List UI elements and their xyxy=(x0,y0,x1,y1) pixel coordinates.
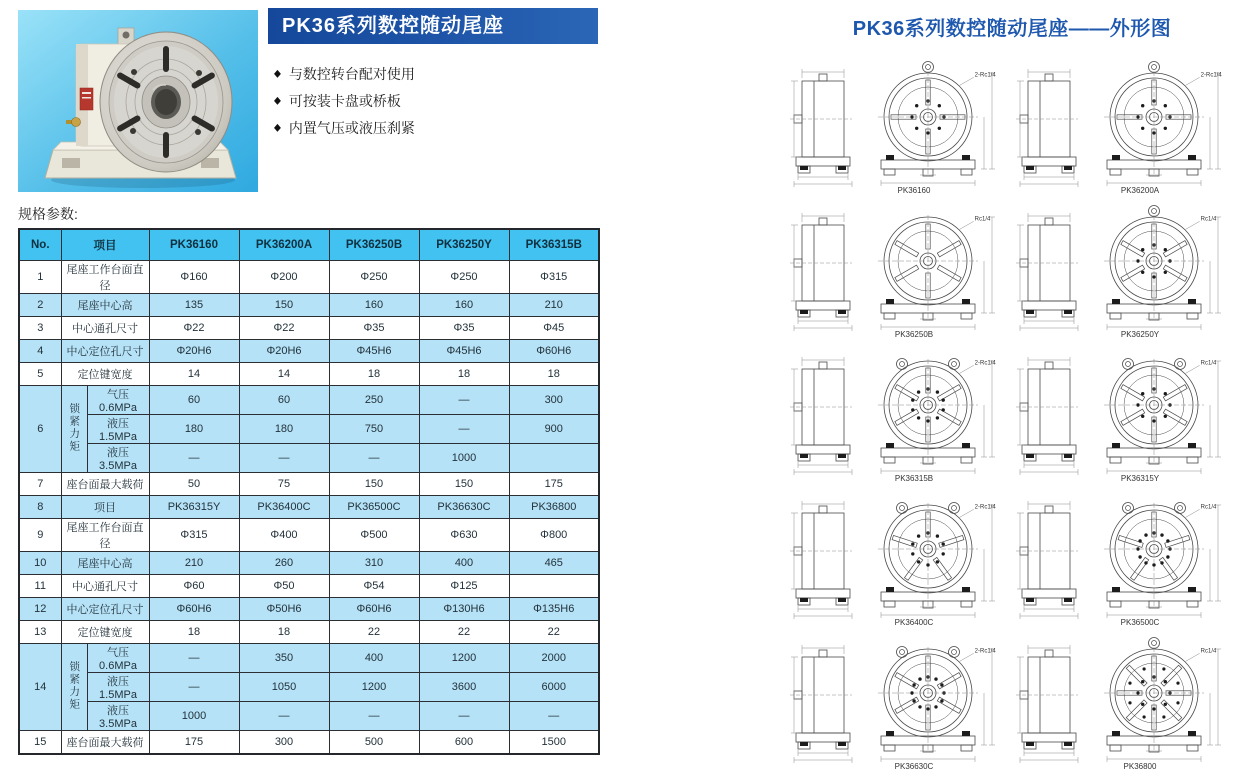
value-cell: 300 xyxy=(509,386,599,415)
outline-drawing-PK36250B xyxy=(786,197,1012,341)
row-label: 尾座工作台面直径 xyxy=(61,519,149,552)
table-row xyxy=(19,340,599,363)
svg-text:2-Rc1/4: 2-Rc1/4 xyxy=(974,360,996,367)
value-cell: 3600 xyxy=(419,673,509,702)
outline-drawing-PK36800 xyxy=(1012,629,1238,773)
value-cell: 18 xyxy=(329,363,419,386)
row-number: 11 xyxy=(19,575,61,598)
value-cell: Φ22 xyxy=(149,317,239,340)
value-cell: — xyxy=(419,386,509,415)
table-row xyxy=(19,317,599,340)
feature-item xyxy=(274,114,415,141)
column-header: PK36160 xyxy=(149,229,239,261)
value-cell: 210 xyxy=(509,294,599,317)
column-header: No. xyxy=(19,229,61,261)
value-cell: — xyxy=(149,644,239,673)
outline-drawings-grid xyxy=(786,53,1238,773)
value-cell: 22 xyxy=(329,621,419,644)
row-number: 8 xyxy=(19,496,61,519)
row-number: 12 xyxy=(19,598,61,621)
row-number: 1 xyxy=(19,261,61,294)
value-cell: Φ54 xyxy=(329,575,419,598)
drawing-row xyxy=(786,197,1238,341)
outline-drawing-PK36250Y xyxy=(1012,197,1238,341)
value-cell: Φ20H6 xyxy=(149,340,239,363)
sub-row-label: 液压1.5MPa xyxy=(87,415,149,444)
row-number: 13 xyxy=(19,621,61,644)
row-number: 10 xyxy=(19,552,61,575)
value-cell: Φ45H6 xyxy=(419,340,509,363)
value-cell: Φ60H6 xyxy=(509,340,599,363)
sub-row-label: 液压3.5MPa xyxy=(87,444,149,473)
value-cell: 6000 xyxy=(509,673,599,702)
feature-list xyxy=(274,60,415,141)
table-row xyxy=(19,575,599,598)
diamond-bullet-icon: ◆ xyxy=(274,121,281,133)
value-cell: 250 xyxy=(329,386,419,415)
value-cell: PK36400C xyxy=(239,496,329,519)
value-cell: — xyxy=(419,415,509,444)
drawing-cell xyxy=(1012,485,1238,629)
svg-text:PK36250B: PK36250B xyxy=(894,330,934,339)
drawing-cell xyxy=(786,341,1012,485)
value-cell: 75 xyxy=(239,473,329,496)
row-label: 座台面最大载荷 xyxy=(61,731,149,755)
svg-text:PK36250Y: PK36250Y xyxy=(1120,330,1160,339)
value-cell: 175 xyxy=(509,473,599,496)
value-cell: Φ130H6 xyxy=(419,598,509,621)
drawing-cell xyxy=(786,197,1012,341)
row-number: 6 xyxy=(19,386,61,473)
svg-text:PK36315B: PK36315B xyxy=(894,474,934,483)
value-cell: Φ250 xyxy=(419,261,509,294)
value-cell: 300 xyxy=(239,731,329,755)
column-header: 项目 xyxy=(61,229,149,261)
svg-text:2-Rc1/4: 2-Rc1/4 xyxy=(974,648,996,655)
value-cell: Φ60H6 xyxy=(329,598,419,621)
svg-text:Rc1/4: Rc1/4 xyxy=(1200,504,1217,511)
row-label: 尾座工作台面直径 xyxy=(61,261,149,294)
drawing-cell xyxy=(786,485,1012,629)
value-cell: 150 xyxy=(239,294,329,317)
value-cell: 60 xyxy=(239,386,329,415)
table-row xyxy=(19,621,599,644)
value-cell: 22 xyxy=(509,621,599,644)
value-cell: — xyxy=(149,673,239,702)
row-label: 尾座中心高 xyxy=(61,294,149,317)
outline-drawing-PK36500C xyxy=(1012,485,1238,629)
spec-heading: 规格参数: xyxy=(18,206,78,222)
value-cell: 50 xyxy=(149,473,239,496)
value-cell: Φ35 xyxy=(419,317,509,340)
value-cell: 1000 xyxy=(149,702,239,731)
value-cell: 60 xyxy=(149,386,239,415)
row-number: 3 xyxy=(19,317,61,340)
svg-text:2-Rc1/4: 2-Rc1/4 xyxy=(974,72,996,79)
outline-drawing-PK36315Y xyxy=(1012,341,1238,485)
value-cell: Φ60H6 xyxy=(149,598,239,621)
product-title: PK36系列数控随动尾座 xyxy=(282,15,505,37)
value-cell: Φ125 xyxy=(419,575,509,598)
value-cell: — xyxy=(329,702,419,731)
row-label: 中心定位孔尺寸 xyxy=(61,340,149,363)
row-label: 尾座中心高 xyxy=(61,552,149,575)
value-cell: Φ315 xyxy=(149,519,239,552)
value-cell: 14 xyxy=(239,363,329,386)
value-cell: 135 xyxy=(149,294,239,317)
value-cell: 2000 xyxy=(509,644,599,673)
value-cell: 1500 xyxy=(509,731,599,755)
table-row xyxy=(19,702,599,731)
outline-drawings-title: PK36系列数控随动尾座——外形图 xyxy=(852,18,1172,40)
outline-drawings-panel xyxy=(786,12,1238,773)
svg-text:Rc1/4: Rc1/4 xyxy=(974,216,991,223)
sub-row-label: 气压0.6MPa xyxy=(87,386,149,415)
value-cell: 18 xyxy=(149,621,239,644)
row-label: 定位键宽度 xyxy=(61,621,149,644)
drawing-cell xyxy=(786,629,1012,773)
outline-drawing-PK36315B xyxy=(786,341,1012,485)
outline-drawing-PK36630C xyxy=(786,629,1012,773)
svg-text:PK36400C: PK36400C xyxy=(894,618,934,627)
svg-text:Rc1/4: Rc1/4 xyxy=(1200,360,1217,367)
value-cell: Φ60 xyxy=(149,575,239,598)
drawing-cell xyxy=(786,53,1012,197)
value-cell: 22 xyxy=(419,621,509,644)
sub-row-label: 液压1.5MPa xyxy=(87,673,149,702)
svg-text:PK36630C: PK36630C xyxy=(894,762,934,771)
row-number: 14 xyxy=(19,644,61,731)
feature-text: 可按装卡盘或桥板 xyxy=(288,92,401,109)
svg-text:PK36800: PK36800 xyxy=(1123,762,1157,771)
value-cell: 260 xyxy=(239,552,329,575)
column-header: PK36200A xyxy=(239,229,329,261)
value-cell: Φ50 xyxy=(239,575,329,598)
value-cell: Φ630 xyxy=(419,519,509,552)
value-cell: 400 xyxy=(419,552,509,575)
svg-text:PK36160: PK36160 xyxy=(897,186,931,195)
value-cell: 350 xyxy=(239,644,329,673)
column-header: PK36250Y xyxy=(419,229,509,261)
row-number: 9 xyxy=(19,519,61,552)
row-label: 中心定位孔尺寸 xyxy=(61,598,149,621)
row-number: 2 xyxy=(19,294,61,317)
product-photo-illustration xyxy=(18,10,258,192)
value-cell: — xyxy=(509,702,599,731)
value-cell: Φ250 xyxy=(329,261,419,294)
feature-text: 内置气压或液压刹紧 xyxy=(288,119,415,136)
outline-drawing-PK36400C xyxy=(786,485,1012,629)
table-row xyxy=(19,519,599,552)
value-cell: 1000 xyxy=(419,444,509,473)
value-cell: 750 xyxy=(329,415,419,444)
value-cell: Φ35 xyxy=(329,317,419,340)
table-row xyxy=(19,261,599,294)
value-cell: PK36315Y xyxy=(149,496,239,519)
svg-text:PK36315Y: PK36315Y xyxy=(1120,474,1160,483)
row-number: 7 xyxy=(19,473,61,496)
value-cell: 1050 xyxy=(239,673,329,702)
drawing-cell xyxy=(1012,197,1238,341)
value-cell xyxy=(509,444,599,473)
value-cell: — xyxy=(239,444,329,473)
row-number: 5 xyxy=(19,363,61,386)
value-cell: Φ45H6 xyxy=(329,340,419,363)
row-label: 中心通孔尺寸 xyxy=(61,575,149,598)
value-cell: Φ135H6 xyxy=(509,598,599,621)
value-cell: Φ160 xyxy=(149,261,239,294)
table-row xyxy=(19,444,599,473)
outline-drawing-PK36160 xyxy=(786,53,1012,197)
table-row xyxy=(19,473,599,496)
value-cell: Φ50H6 xyxy=(239,598,329,621)
table-row xyxy=(19,363,599,386)
value-cell: 900 xyxy=(509,415,599,444)
row-label: 中心通孔尺寸 xyxy=(61,317,149,340)
row-label: 项目 xyxy=(61,496,149,519)
outline-drawing-PK36200A xyxy=(1012,53,1238,197)
value-cell: 150 xyxy=(329,473,419,496)
value-cell xyxy=(509,575,599,598)
value-cell: Φ200 xyxy=(239,261,329,294)
drawing-row xyxy=(786,53,1238,197)
value-cell: 160 xyxy=(419,294,509,317)
svg-text:PK36500C: PK36500C xyxy=(1120,618,1160,627)
feature-item xyxy=(274,60,415,87)
table-row xyxy=(19,386,599,415)
value-cell: 500 xyxy=(329,731,419,755)
table-row xyxy=(19,496,599,519)
value-cell: PK36800 xyxy=(509,496,599,519)
value-cell: 18 xyxy=(509,363,599,386)
value-cell: Φ800 xyxy=(509,519,599,552)
drawing-cell xyxy=(1012,341,1238,485)
value-cell: — xyxy=(419,702,509,731)
product-photo xyxy=(18,10,258,192)
value-cell: 465 xyxy=(509,552,599,575)
drawing-row xyxy=(786,485,1238,629)
svg-text:2-Rc1/4: 2-Rc1/4 xyxy=(1200,72,1222,79)
svg-text:PK36200A: PK36200A xyxy=(1120,186,1160,195)
value-cell: 160 xyxy=(329,294,419,317)
column-header: PK36315B xyxy=(509,229,599,261)
value-cell: 180 xyxy=(239,415,329,444)
table-row xyxy=(19,598,599,621)
row-number: 15 xyxy=(19,731,61,755)
svg-text:Rc1/4: Rc1/4 xyxy=(1200,216,1217,223)
diamond-bullet-icon: ◆ xyxy=(274,94,281,106)
value-cell: 14 xyxy=(149,363,239,386)
row-label: 座台面最大载荷 xyxy=(61,473,149,496)
value-cell: Φ315 xyxy=(509,261,599,294)
value-cell: Φ22 xyxy=(239,317,329,340)
spec-table xyxy=(18,228,600,755)
svg-text:2-Rc1/4: 2-Rc1/4 xyxy=(974,504,996,511)
drawing-row xyxy=(786,629,1238,773)
value-cell: — xyxy=(329,444,419,473)
value-cell: 175 xyxy=(149,731,239,755)
value-cell: Φ500 xyxy=(329,519,419,552)
value-cell: — xyxy=(239,702,329,731)
value-cell: 18 xyxy=(419,363,509,386)
feature-item xyxy=(274,87,415,114)
value-cell: — xyxy=(149,444,239,473)
value-cell: Φ45 xyxy=(509,317,599,340)
drawing-row xyxy=(786,341,1238,485)
value-cell: 18 xyxy=(239,621,329,644)
feature-text: 与数控转台配对使用 xyxy=(288,65,415,82)
table-row xyxy=(19,552,599,575)
value-cell: 1200 xyxy=(329,673,419,702)
table-row xyxy=(19,673,599,702)
row-label: 定位键宽度 xyxy=(61,363,149,386)
value-cell: 180 xyxy=(149,415,239,444)
row-number: 4 xyxy=(19,340,61,363)
row-group-label: 锁紧力矩 xyxy=(61,386,87,473)
diamond-bullet-icon: ◆ xyxy=(274,67,281,79)
value-cell: 600 xyxy=(419,731,509,755)
table-row xyxy=(19,415,599,444)
value-cell: PK36500C xyxy=(329,496,419,519)
table-row xyxy=(19,644,599,673)
value-cell: PK36630C xyxy=(419,496,509,519)
table-row xyxy=(19,731,599,755)
value-cell: Φ400 xyxy=(239,519,329,552)
drawing-cell xyxy=(1012,629,1238,773)
value-cell: 1200 xyxy=(419,644,509,673)
value-cell: 400 xyxy=(329,644,419,673)
value-cell: 310 xyxy=(329,552,419,575)
sub-row-label: 液压3.5MPa xyxy=(87,702,149,731)
value-cell: Φ20H6 xyxy=(239,340,329,363)
product-title-bar xyxy=(268,8,598,44)
drawing-cell xyxy=(1012,53,1238,197)
svg-text:Rc1/4: Rc1/4 xyxy=(1200,648,1217,655)
value-cell: 150 xyxy=(419,473,509,496)
value-cell: 210 xyxy=(149,552,239,575)
column-header: PK36250B xyxy=(329,229,419,261)
sub-row-label: 气压0.6MPa xyxy=(87,644,149,673)
row-group-label: 锁紧力矩 xyxy=(61,644,87,731)
table-row xyxy=(19,294,599,317)
